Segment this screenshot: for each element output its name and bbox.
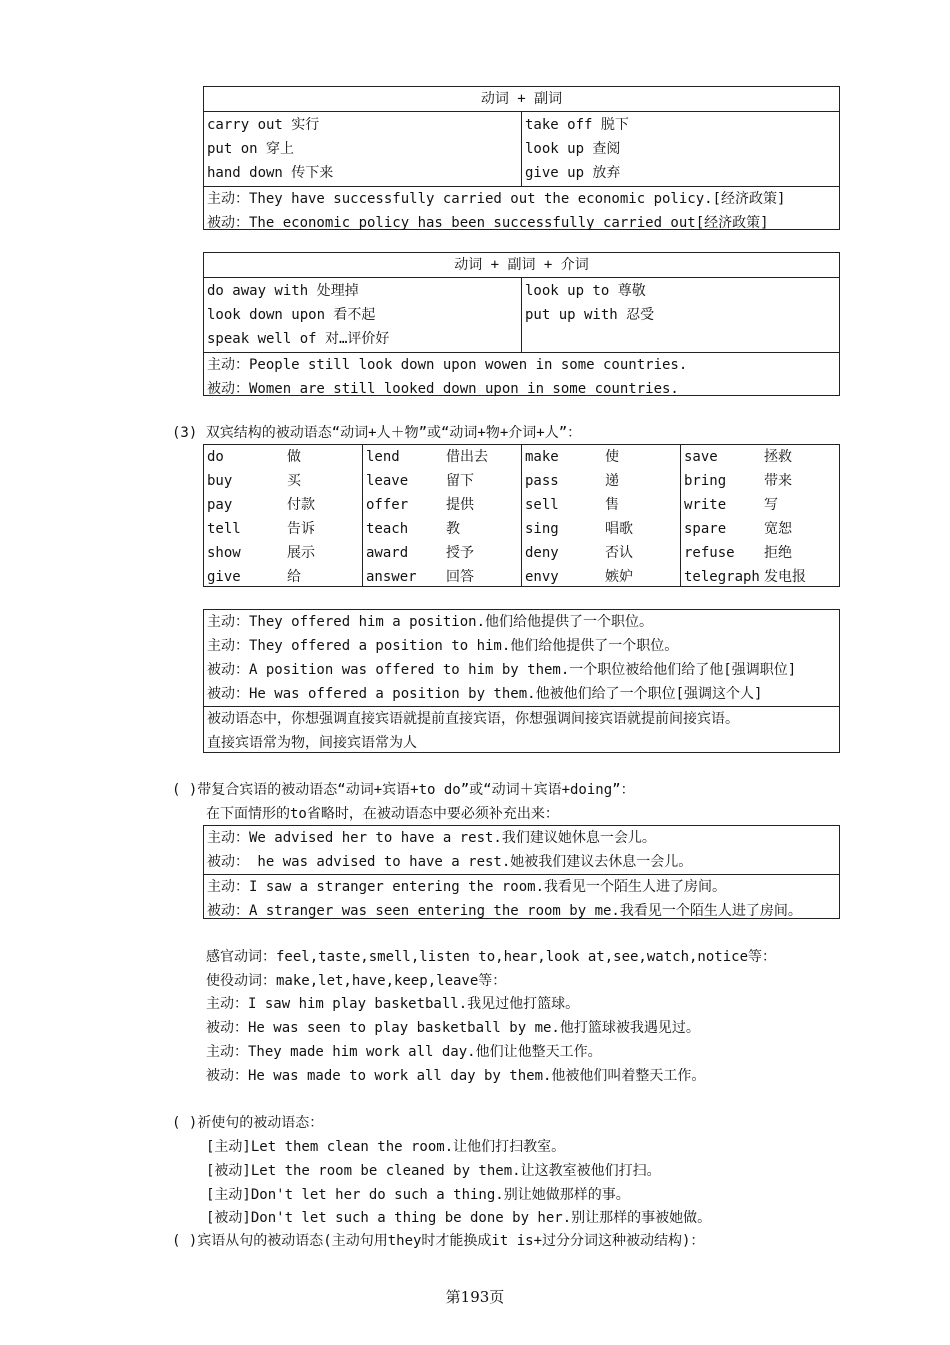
example-passive: [被动]Let the room be cleaned by them.让这教室被他们打扫。 [206, 1163, 661, 1179]
list-item: put on 穿上 [207, 141, 295, 157]
table-row: deny 否认 [525, 545, 633, 561]
table-row: bring 带来 [684, 473, 792, 489]
table-row: refuse 拒绝 [684, 545, 792, 561]
example-passive: 被动：He was made to work all day by them.他被他们叫着整天工作。 [206, 1068, 706, 1084]
example-passive: 被动：He was offered a position by them.他被他们给了一个职位[强调这个人] [207, 686, 763, 702]
example-active: [主动]Don't let her do such a thing.别让她做那样的事。 [206, 1187, 630, 1203]
list-item: give up 放弃 [525, 165, 621, 181]
verbs-column [362, 445, 521, 586]
table-row: leave 留下 [366, 473, 474, 489]
table-right-column [521, 278, 839, 352]
example-passive: 被动：The economic policy has been successfully carried out[经济政策] [207, 215, 769, 231]
table-row: sing 唱歌 [525, 521, 633, 537]
example-passive: 被动：A position was offered to him by them.一个职位被给他们给了他[强调职位] [207, 662, 797, 678]
table-row: buy 买 [207, 473, 301, 489]
note-sense-verbs: 感官动词：feel,taste,smell,listen to,hear,look at,see,watch,notice等： [206, 949, 777, 965]
phrasal-table-verb-adverb-prep [203, 252, 840, 396]
example-active: 主动：They offered a position to him.他们给他提供了一个职位。 [207, 638, 679, 654]
section-title-double-object: (3) 双宾结构的被动语态“动词+人＋物”或“动词+物+介词+人”： [172, 425, 582, 441]
table-row: make 使 [525, 449, 619, 465]
table-row: spare 宽恕 [684, 521, 792, 537]
list-item: hand down 传下来 [207, 165, 334, 181]
table-right-column [521, 112, 839, 186]
table-header: 动词 + 副词 + 介词 [204, 253, 839, 278]
table-row: lend 借出去 [366, 449, 488, 465]
table-row: do 做 [207, 449, 301, 465]
list-item: take off 脱下 [525, 117, 629, 133]
section-title-object-clause: ( )宾语从句的被动语态(主动句用they时才能换成it is+过分分词这种被动结构)： [172, 1233, 705, 1249]
example-passive: 被动：He was seen to play basketball by me.他打篮球被我遇见过。 [206, 1020, 700, 1036]
list-item: look up to 尊敬 [525, 283, 646, 299]
verbs-table [203, 444, 840, 587]
table-row: sell 售 [525, 497, 619, 513]
phrasal-table-verb-adverb [203, 86, 840, 230]
note-line: 被动语态中，你想强调直接宾语就提前直接宾语，你想强调间接宾语就提前间接宾语。 [207, 711, 739, 727]
note-block [204, 706, 839, 755]
table-row: give 给 [207, 569, 301, 585]
table-left-column [204, 112, 521, 186]
table-row: pay 付款 [207, 497, 315, 513]
note-line: 直接宾语常为物，间接宾语常为人 [207, 735, 417, 751]
table-row: envy 嫉妒 [525, 569, 633, 585]
double-object-examples [203, 609, 840, 753]
table-row: teach 教 [366, 521, 460, 537]
example-block [204, 186, 839, 235]
example-passive: 被动：Women are still looked down upon in some countries. [207, 381, 679, 397]
list-item: look down upon 看不起 [207, 307, 376, 323]
example-active: 主动：They made him work all day.他们让他整天工作。 [206, 1044, 602, 1060]
example-active: 主动：I saw him play basketball.我见过他打篮球。 [206, 996, 580, 1012]
table-left-column [204, 278, 521, 352]
table-row: offer 提供 [366, 497, 474, 513]
example-passive: 被动： he was advised to have a rest.她被我们建议去休息一会儿。 [207, 854, 693, 870]
table-row: show 展示 [207, 545, 315, 561]
verbs-column [521, 445, 680, 586]
table-row: pass 递 [525, 473, 619, 489]
list-item: put up with 忍受 [525, 307, 655, 323]
example-active: 主动：People still look down upon wowen in some countries. [207, 357, 688, 373]
list-item: speak well of 对…评价好 [207, 331, 390, 347]
page-number: 第193页 [445, 1288, 505, 1306]
example-block [204, 352, 839, 401]
section-title-imperative: ( )祈使句的被动语态： [172, 1115, 324, 1131]
example-active: 主动：We advised her to have a rest.我们建议她休息一会儿。 [207, 830, 656, 846]
verbs-column [204, 445, 362, 586]
table-row: write 写 [684, 497, 778, 513]
section-subtitle: 在下面情形的to省略时，在被动语态中要必须补充出来： [206, 806, 559, 822]
example-block [204, 826, 839, 874]
list-item: do away with 处理掉 [207, 283, 359, 299]
note-causative-verbs: 使役动词：make,let,have,keep,leave等： [206, 973, 507, 989]
example-active: 主动：They offered him a position.他们给他提供了一个职位。 [207, 614, 654, 630]
table-row: answer 回答 [366, 569, 474, 585]
section-title-complex-object: ( )带复合宾语的被动语态“动词+宾语+to do”或“动词＋宾语+doing”： [172, 782, 635, 798]
example-active: 主动：I saw a stranger entering the room.我看见一个陌生人进了房间。 [207, 879, 727, 895]
complex-object-examples [203, 825, 840, 919]
example-block [204, 610, 839, 706]
example-block [204, 874, 839, 923]
list-item: look up 查阅 [525, 141, 621, 157]
table-row: tell 告诉 [207, 521, 315, 537]
verbs-column [680, 445, 839, 586]
table-row: save 拯救 [684, 449, 792, 465]
example-active: [主动]Let them clean the room.让他们打扫教室。 [206, 1139, 566, 1155]
table-header: 动词 + 副词 [204, 87, 839, 112]
example-active: 主动：They have successfully carried out the economic policy.[经济政策] [207, 191, 786, 207]
table-row: telegraph 发电报 [684, 569, 806, 585]
table-row: award 授予 [366, 545, 474, 561]
example-passive: [被动]Don't let such a thing be done by her.别让那样的事被她做。 [206, 1210, 712, 1226]
list-item: carry out 实行 [207, 117, 320, 133]
example-passive: 被动：A stranger was seen entering the room by me.我看见一个陌生人进了房间。 [207, 903, 802, 919]
